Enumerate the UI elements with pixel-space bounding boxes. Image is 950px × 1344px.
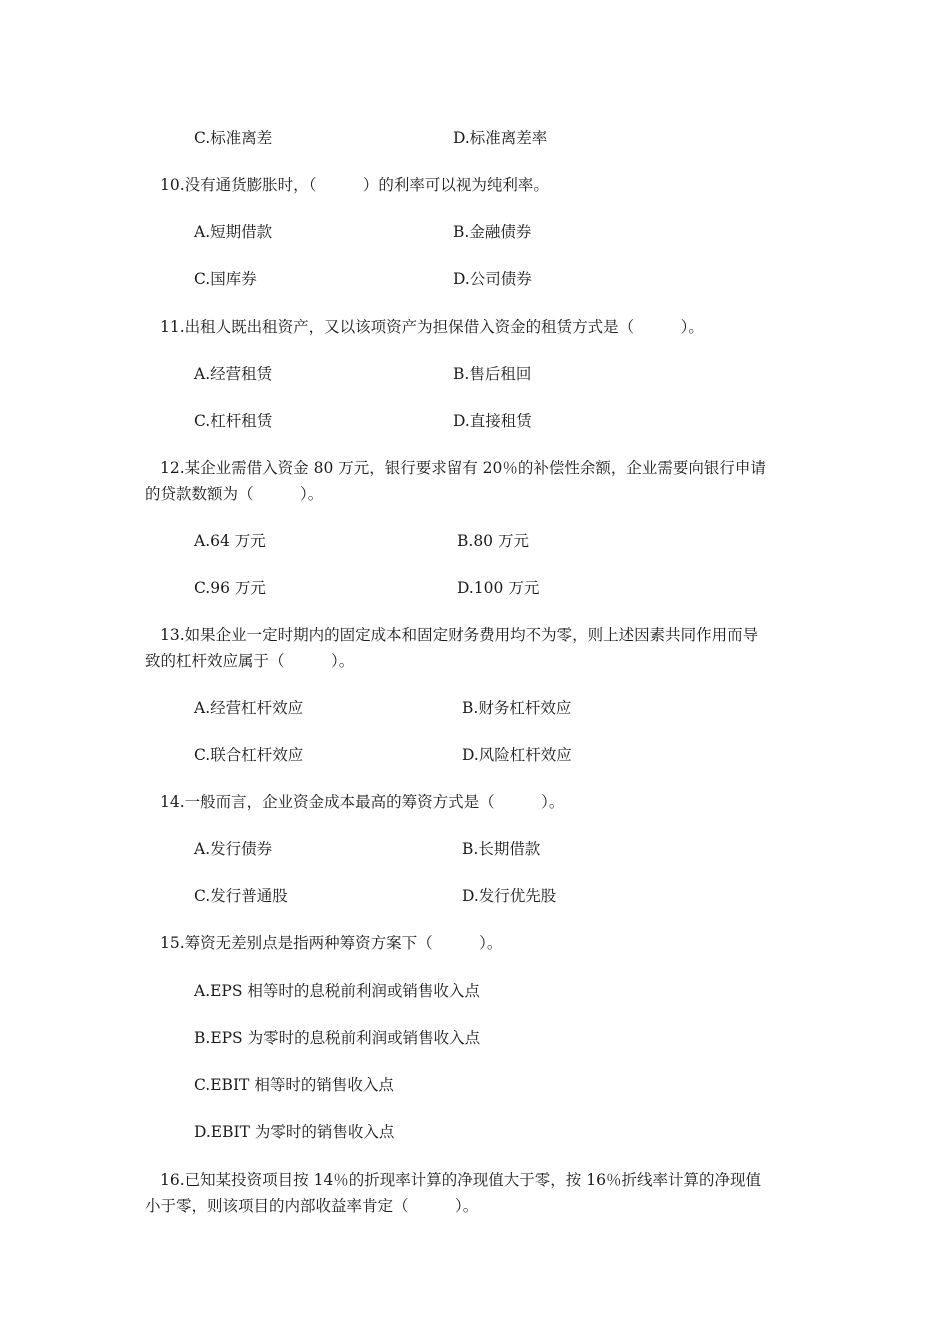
option-13-a: A.经营杠杆效应 bbox=[194, 699, 304, 717]
option-12-b: B.80 万元 bbox=[457, 532, 529, 550]
option-13-d: D.风险杠杆效应 bbox=[462, 746, 572, 764]
option-11-d: D.直接租赁 bbox=[453, 412, 532, 430]
question-13-text-line2: 致的杠杆效应属于（ ）。 bbox=[145, 652, 355, 670]
question-14-text: 14.一般而言，企业资金成本最高的筹资方式是（ ）。 bbox=[160, 793, 565, 811]
question-15-text: 15.筹资无差别点是指两种筹资方案下（ ）。 bbox=[160, 934, 503, 952]
option-11-c: C.杠杆租赁 bbox=[194, 412, 273, 430]
option-14-d: D.发行优先股 bbox=[462, 887, 557, 905]
option-15-c: C.EBIT 相等时的销售收入点 bbox=[194, 1076, 394, 1094]
option-12-d: D.100 万元 bbox=[457, 579, 540, 597]
option-10-d: D.公司债券 bbox=[453, 270, 532, 288]
question-16-text-line2: 小于零，则该项目的内部收益率肯定（ ）。 bbox=[145, 1197, 479, 1215]
question-12-text-line2: 的贷款数额为（ ）。 bbox=[145, 485, 324, 503]
option-10-a: A.短期借款 bbox=[194, 223, 273, 241]
option-11-b: B.售后租回 bbox=[453, 365, 532, 383]
option-15-b: B.EPS 为零时的息税前利润或销售收入点 bbox=[194, 1029, 481, 1047]
option-12-a: A.64 万元 bbox=[194, 532, 266, 550]
question-16-text-line1: 16.已知某投资项目按 14％的折现率计算的净现值大于零，按 16％折线率计算的净现值 bbox=[160, 1171, 761, 1189]
question-10-text: 10.没有通货膨胀时，（ ）的利率可以视为纯利率。 bbox=[160, 176, 549, 194]
question-13-text-line1: 13.如果企业一定时期内的固定成本和固定财务费用均不为零，则上述因素共同作用而导 bbox=[160, 626, 759, 644]
option-10-b: B.金融债券 bbox=[453, 223, 532, 241]
option-11-a: A.经营租赁 bbox=[194, 365, 273, 383]
option-13-b: B.财务杠杆效应 bbox=[462, 699, 572, 717]
option-10-c: C.国库券 bbox=[194, 270, 257, 288]
option-9-c: C.标准离差 bbox=[194, 129, 273, 147]
option-13-c: C.联合杠杆效应 bbox=[194, 746, 304, 764]
question-12-text-line1: 12.某企业需借入资金 80 万元，银行要求留有 20％的补偿性余额，企业需要向银行申请 bbox=[160, 459, 766, 477]
option-15-d: D.EBIT 为零时的销售收入点 bbox=[194, 1123, 395, 1141]
option-14-b: B.长期借款 bbox=[462, 840, 541, 858]
option-14-c: C.发行普通股 bbox=[194, 887, 288, 905]
option-12-c: C.96 万元 bbox=[194, 579, 266, 597]
option-9-d: D.标准离差率 bbox=[453, 129, 548, 147]
option-15-a: A.EPS 相等时的息税前利润或销售收入点 bbox=[194, 982, 480, 1000]
option-14-a: A.发行债券 bbox=[194, 840, 273, 858]
question-11-text: 11.出租人既出租资产，又以该项资产为担保借入资金的租赁方式是（ ）。 bbox=[160, 318, 704, 336]
